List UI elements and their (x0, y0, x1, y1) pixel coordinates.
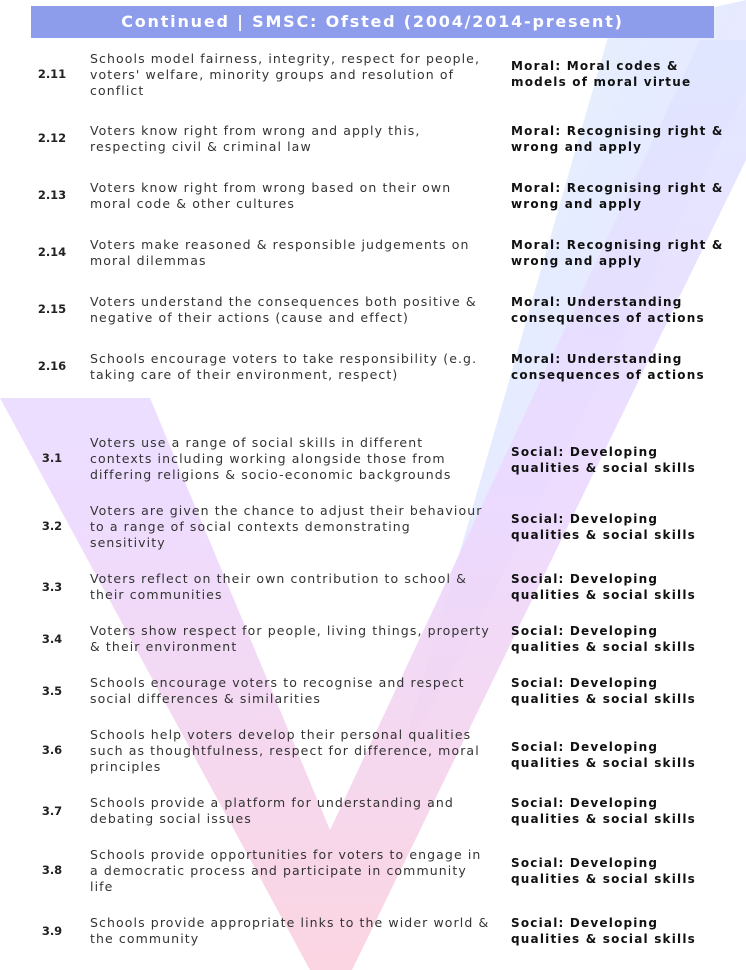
row-category: Moral: Recognising right & wrong and apply (511, 181, 724, 211)
row-number: 2.12 (37, 131, 67, 145)
row-description: Schools encourage voters to recognise and respect social differences & similarities (90, 675, 465, 706)
row-description: Schools help voters develop their personal qualities such as thoughtfulness, respect for difference, moral principles (90, 727, 480, 774)
row-description: Voters make reasoned & responsible judgements on moral dilemmas (90, 237, 470, 268)
row-number: 3.1 (41, 451, 63, 465)
row-description: Voters use a range of social skills in different contexts including working alongside those from differing religions & socio-economic backgrounds (90, 435, 452, 482)
row-description: Schools provide a platform for understanding and debating social issues (90, 795, 454, 826)
row-number: 3.5 (41, 684, 63, 698)
row-category: Social: Developing qualities & social skills (511, 512, 697, 542)
page-header: Continued | SMSC: Ofsted (2004/2014-present) (31, 6, 714, 38)
row-description: Voters understand the consequences both positive & negative of their actions (cause and effect) (90, 294, 477, 325)
row-category: Social: Developing qualities & social skills (511, 624, 697, 654)
row-category: Moral: Recognising right & wrong and apply (511, 238, 724, 268)
row-number: 3.6 (41, 743, 63, 757)
row-number: 3.2 (41, 519, 63, 533)
row-description: Voters know right from wrong and apply this, respecting civil & criminal law (90, 123, 421, 154)
row-number: 2.13 (37, 188, 67, 202)
row-description: Schools model fairness, integrity, respect for people, voters' welfare, minority groups and resolution of conflict (90, 51, 481, 98)
row-category: Moral: Understanding consequences of actions (511, 352, 705, 382)
row-number: 3.7 (41, 804, 63, 818)
row-number: 3.3 (41, 580, 63, 594)
row-category: Social: Developing qualities & social skills (511, 856, 697, 886)
row-number: 2.14 (37, 245, 67, 259)
row-description: Schools provide opportunities for voters to engage in a democratic process and participate in community life (90, 847, 482, 894)
row-category: Moral: Understanding consequences of actions (511, 295, 705, 325)
row-category: Social: Developing qualities & social skills (511, 916, 697, 946)
row-number: 2.16 (37, 359, 67, 373)
row-category: Social: Developing qualities & social skills (511, 796, 697, 826)
row-description: Voters reflect on their own contribution to school & their communities (90, 571, 467, 602)
row-number: 3.9 (41, 924, 63, 938)
row-description: Voters know right from wrong based on their own moral code & other cultures (90, 180, 452, 211)
row-category: Social: Developing qualities & social skills (511, 740, 697, 770)
row-category: Social: Developing qualities & social skills (511, 676, 697, 706)
row-number: 3.8 (41, 863, 63, 877)
row-category: Moral: Recognising right & wrong and apply (511, 124, 724, 154)
row-description: Schools encourage voters to take responsibility (e.g. taking care of their environment, respect) (90, 351, 478, 382)
row-category: Social: Developing qualities & social skills (511, 572, 697, 602)
row-number: 3.4 (41, 632, 63, 646)
row-category: Moral: Moral codes & models of moral virtue (511, 59, 692, 89)
row-description: Voters show respect for people, living things, property & their environment (90, 623, 490, 654)
row-category: Social: Developing qualities & social skills (511, 445, 697, 475)
row-description: Voters are given the chance to adjust their behaviour to a range of social contexts demonstrating sensitivity (90, 503, 483, 550)
row-number: 2.15 (37, 302, 67, 316)
row-number: 2.11 (37, 67, 67, 81)
row-description: Schools provide appropriate links to the wider world & the community (90, 915, 490, 946)
